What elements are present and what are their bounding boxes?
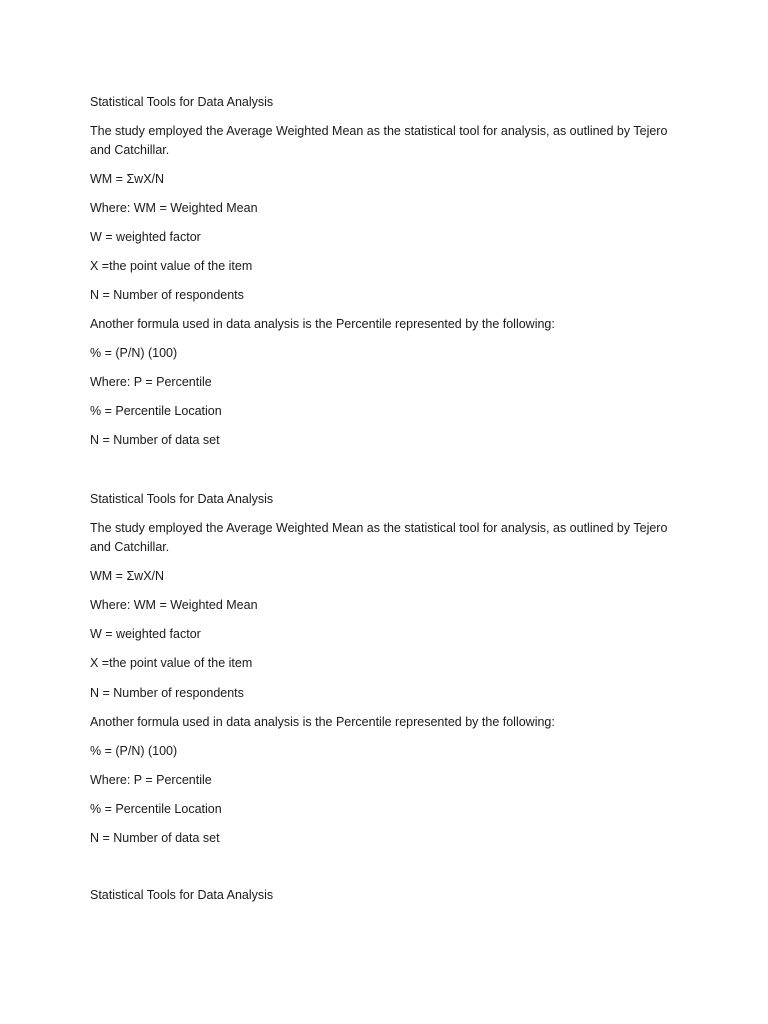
intro-percentile: Another formula used in data analysis is the Percentile represented by the following: xyxy=(90,715,555,729)
where-percentile: Where: P = Percentile xyxy=(90,773,212,787)
section-heading: Statistical Tools for Data Analysis xyxy=(90,95,274,109)
definition-x: X =the point value of the item xyxy=(90,259,253,273)
definition-n-data-set: N = Number of data set xyxy=(90,831,220,845)
section-heading: Statistical Tools for Data Analysis xyxy=(90,492,274,506)
section-heading: Statistical Tools for Data Analysis xyxy=(90,888,274,902)
definition-percentile-location: % = Percentile Location xyxy=(90,404,222,418)
where-weighted-mean: Where: WM = Weighted Mean xyxy=(90,598,258,612)
formula-percentile: % = (P/N) (100) xyxy=(90,744,178,758)
definition-n-respondents: N = Number of respondents xyxy=(90,288,244,302)
definition-x: X =the point value of the item xyxy=(90,656,253,670)
intro-paragraph: The study employed the Average Weighted Mean as the statistical tool for analysis, as outlined by Tejero and Catchillar. xyxy=(90,521,668,554)
formula-weighted-mean: WM = ΣwX/N xyxy=(90,569,165,583)
intro-percentile: Another formula used in data analysis is the Percentile represented by the following: xyxy=(90,317,555,331)
definition-n-respondents: N = Number of respondents xyxy=(90,686,244,700)
definition-percentile-location: % = Percentile Location xyxy=(90,802,222,816)
formula-weighted-mean: WM = ΣwX/N xyxy=(90,172,165,186)
definition-n-data-set: N = Number of data set xyxy=(90,433,220,447)
definition-w: W = weighted factor xyxy=(90,627,201,641)
where-percentile: Where: P = Percentile xyxy=(90,375,212,389)
where-weighted-mean: Where: WM = Weighted Mean xyxy=(90,201,258,215)
definition-w: W = weighted factor xyxy=(90,230,201,244)
formula-percentile: % = (P/N) (100) xyxy=(90,346,178,360)
intro-paragraph: The study employed the Average Weighted Mean as the statistical tool for analysis, as outlined by Tejero and Catchillar. xyxy=(90,124,668,157)
